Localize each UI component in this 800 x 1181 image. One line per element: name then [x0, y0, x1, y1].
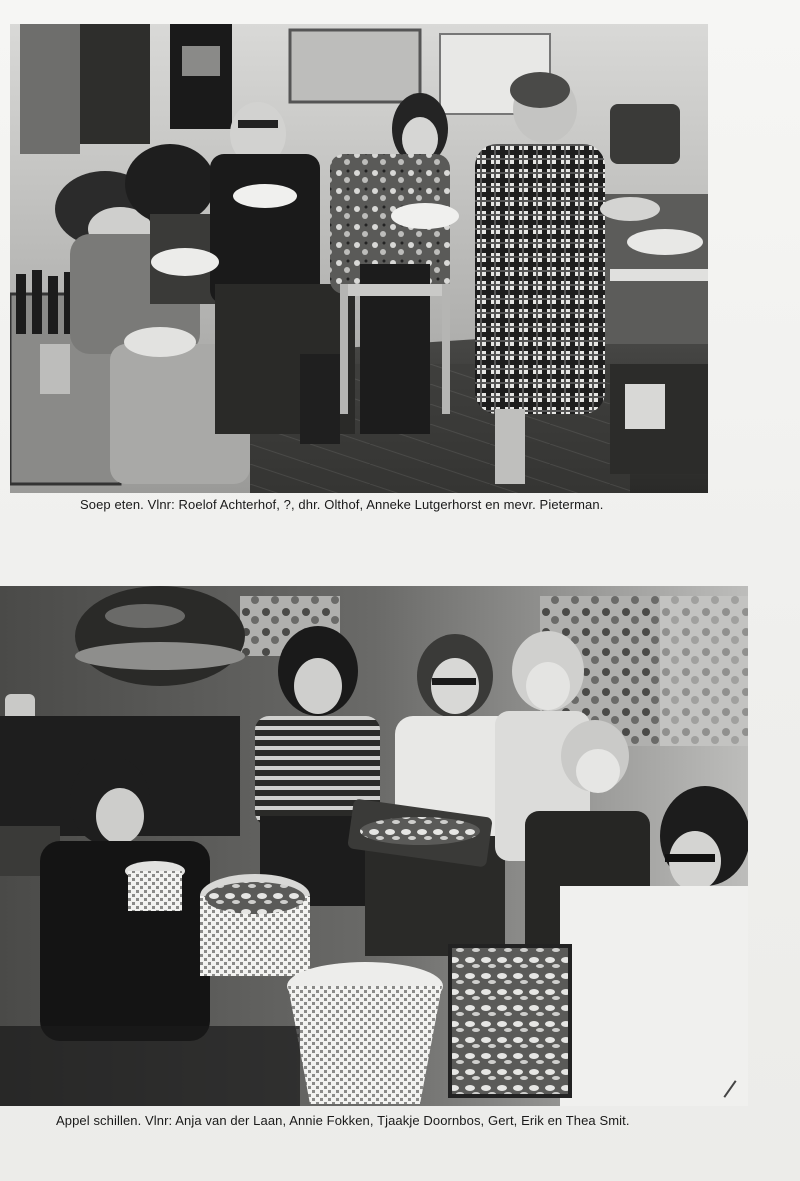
photo-apple-peeling-image: [0, 586, 748, 1106]
photo-soup-eating: [10, 24, 708, 493]
photo-soup-eating-image: [10, 24, 708, 493]
photo-apple-peeling: [0, 586, 748, 1106]
photo-caption-apples: Appel schillen. Vlnr: Anja van der Laan, Annie Fokken, Tjaakje Doornbos, Gert, Erik en Thea Smit.: [56, 1113, 630, 1128]
photo-caption-soup: Soep eten. Vlnr: Roelof Achterhof, ?, dhr. Olthof, Anneke Lutgerhorst en mevr. Pieterman.: [80, 497, 604, 512]
